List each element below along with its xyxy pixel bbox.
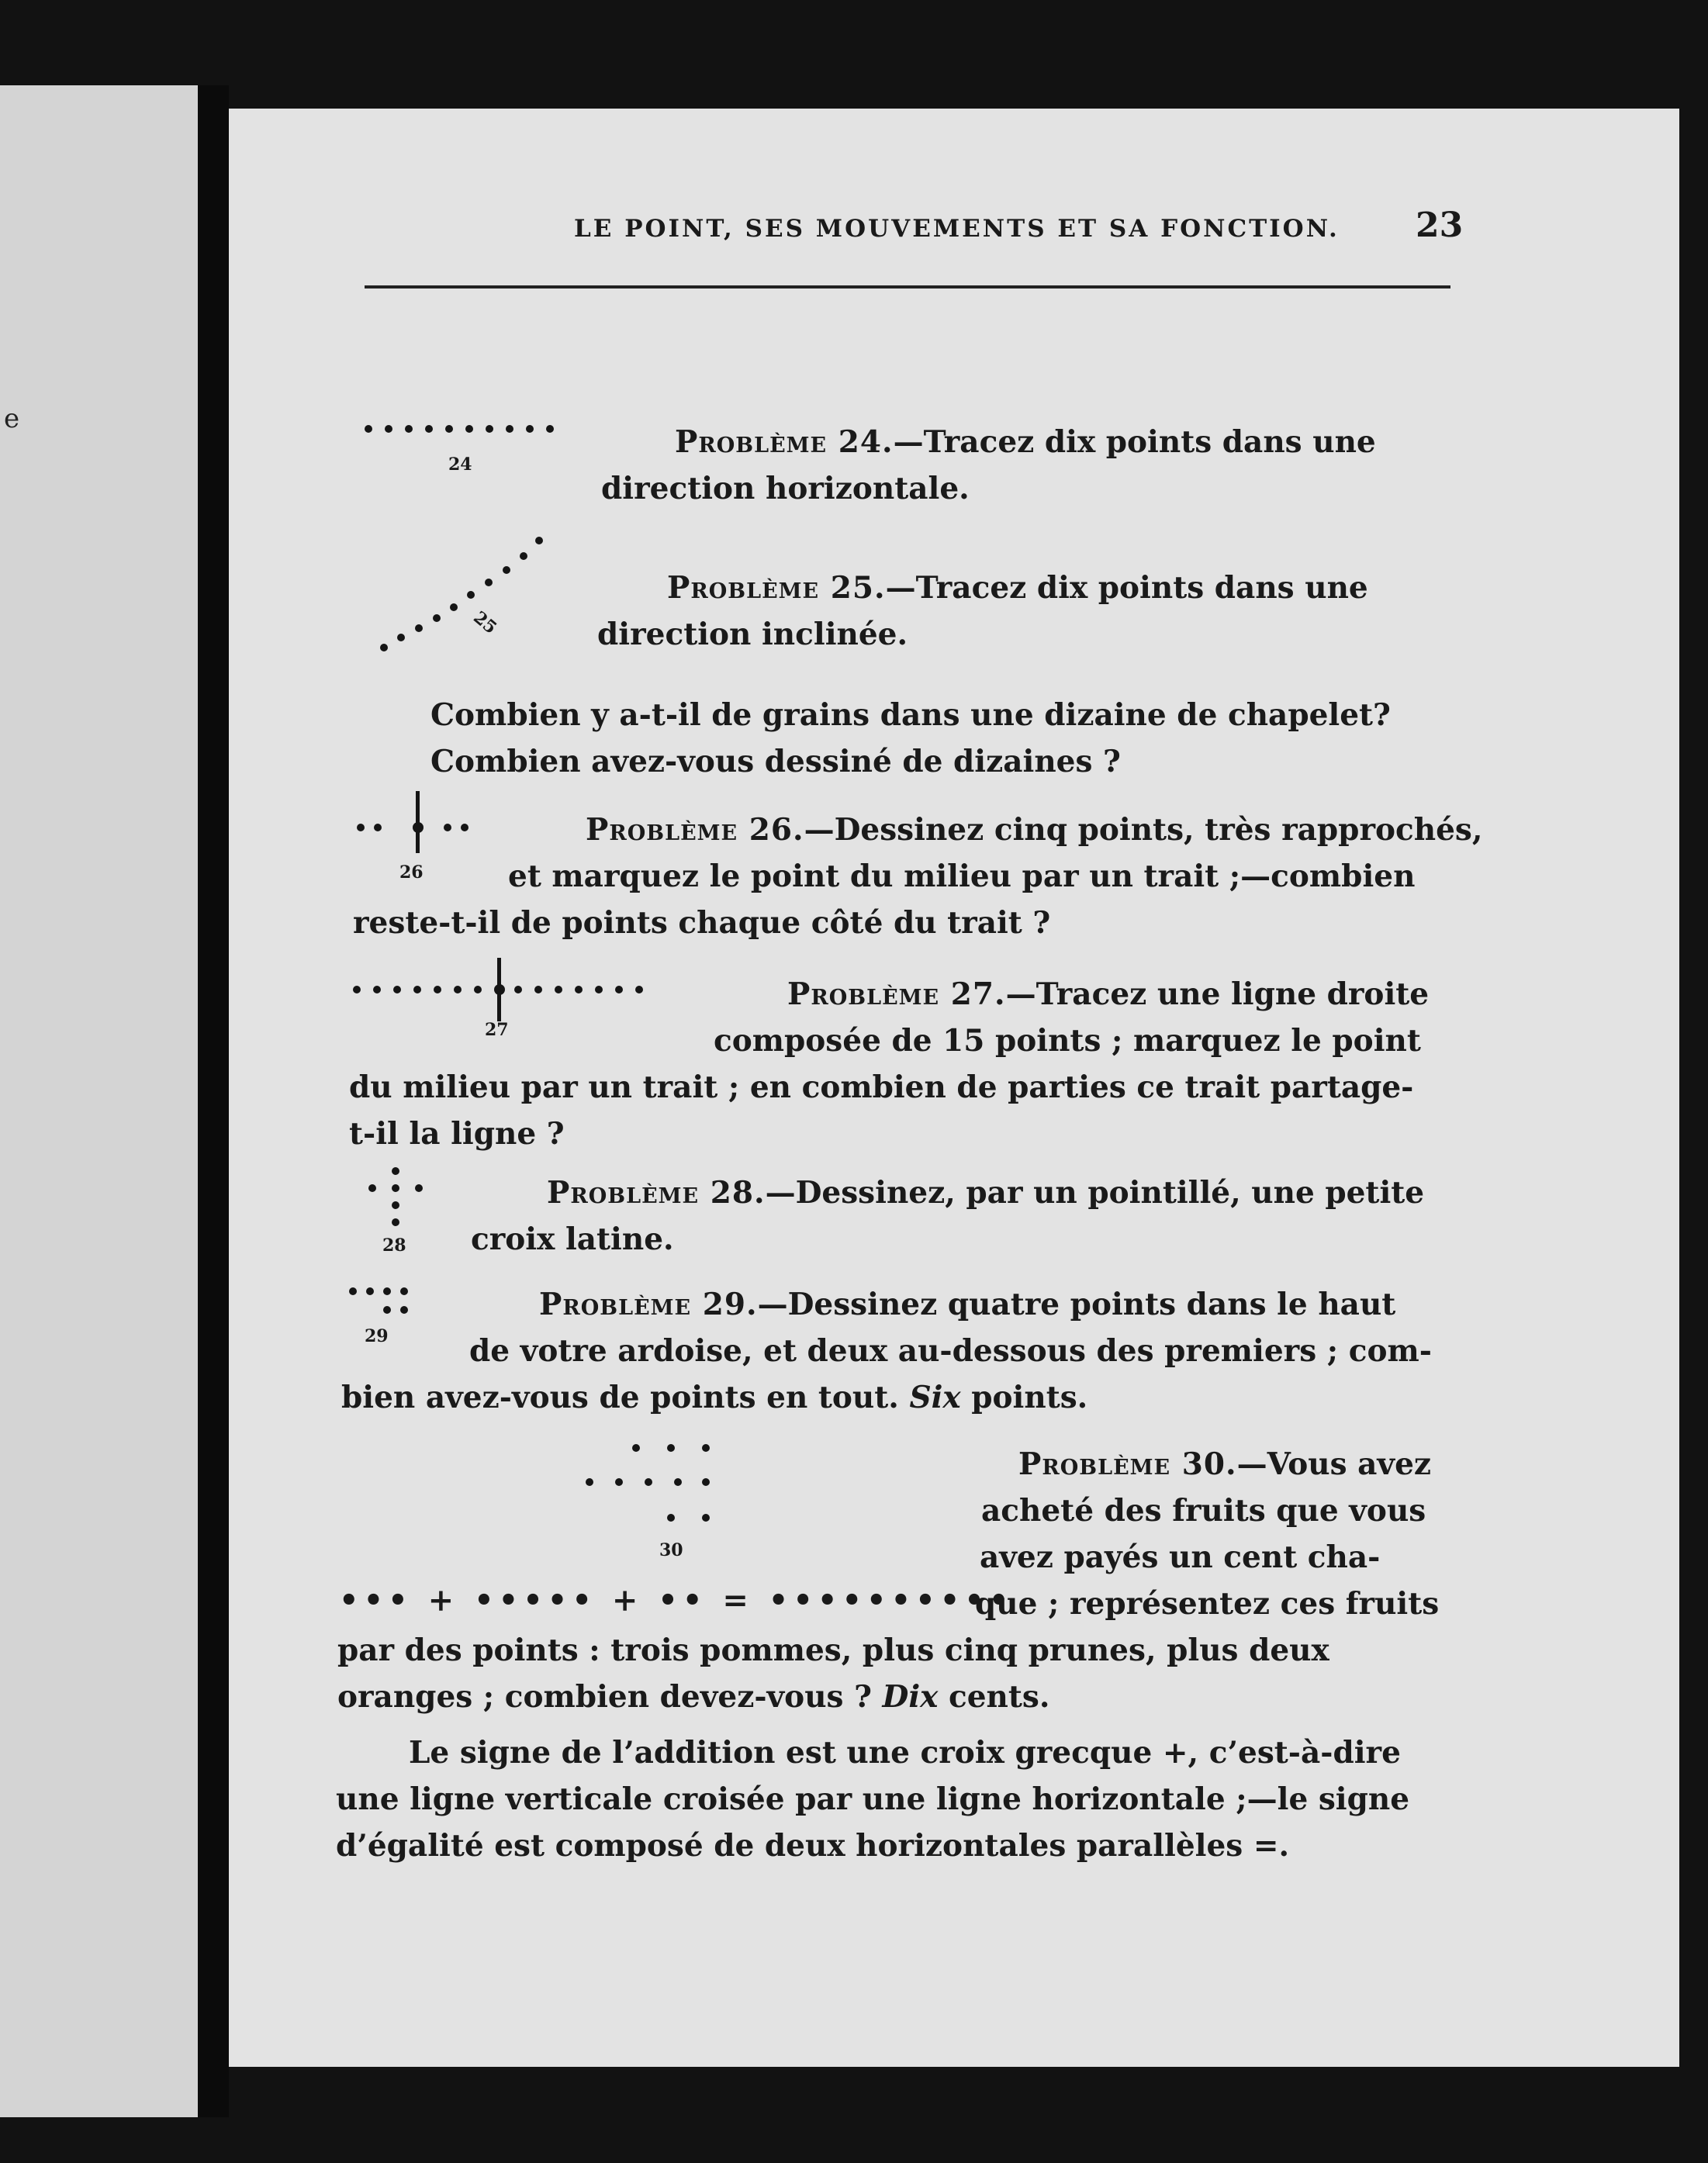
question-line-2: Combien avez-vous dessiné de dizaines ? <box>430 744 1121 779</box>
problem-answer: Six <box>909 1380 961 1415</box>
problem-text: —Dessinez quatre points dans le haut <box>757 1287 1396 1322</box>
figure-dot <box>365 425 372 433</box>
figure-dot <box>506 425 513 433</box>
figure-dot <box>349 1287 357 1295</box>
problem-27-line-3: du milieu par un trait ; en combien de parties ce trait partage- <box>349 1069 1414 1105</box>
problem-label: Problème 30. <box>1018 1446 1237 1482</box>
figure-number: 30 <box>659 1540 683 1560</box>
figure-dot <box>444 824 451 831</box>
figure-dot <box>393 986 401 993</box>
closing-line-1: Le signe de l’addition est une croix grecque +, c’est-à-dire <box>409 1735 1401 1771</box>
problem-24-line-1 <box>675 419 1376 465</box>
problem-26-line-1 <box>586 807 1482 853</box>
problem-27-line-2: composée de 15 points ; marquez le point <box>714 1023 1421 1059</box>
figure-dot <box>373 986 381 993</box>
figure-25 <box>380 527 582 659</box>
figure-dot <box>385 425 392 433</box>
problem-30-line-1 <box>1018 1441 1431 1487</box>
figure-dot <box>380 644 388 651</box>
problem-text: —Tracez une ligne droite <box>1005 976 1430 1012</box>
figure-number: 26 <box>399 862 424 883</box>
figure-dot <box>374 824 382 831</box>
problem-30-line-6 <box>337 1674 1049 1720</box>
figure-dot <box>425 425 433 433</box>
problem-25-line-1 <box>667 565 1368 611</box>
question-line-1: Combien y a-t-il de grains dans une dizaine de chapelet? <box>430 697 1391 733</box>
problem-text: —Vous avez <box>1236 1446 1432 1482</box>
figure-dot <box>400 1306 408 1314</box>
figure-dot <box>413 986 421 993</box>
figure-28 <box>368 1167 430 1260</box>
problem-label: Problème 28. <box>547 1175 766 1211</box>
figure-dot <box>514 986 522 993</box>
problem-29-line-1 <box>539 1281 1395 1328</box>
problem-26-line-2: et marquez le point du milieu par un trait ;—combien <box>508 859 1416 894</box>
figure-dot <box>357 824 365 831</box>
figure-dot <box>392 1218 399 1226</box>
problem-30-line-4: que ; représentez ces fruits <box>975 1586 1440 1622</box>
figure-30 <box>586 1444 787 1560</box>
problem-label: Problème 24. <box>675 424 894 460</box>
figure-dot <box>454 986 462 993</box>
figure-29 <box>349 1280 442 1349</box>
problem-27-line-1 <box>787 971 1429 1018</box>
figure-dot <box>702 1514 710 1522</box>
figure-number: 27 <box>485 1020 509 1040</box>
figure-dot <box>586 1478 593 1486</box>
figure-dot <box>392 1201 399 1209</box>
figure-dot <box>467 591 475 599</box>
closing-line-2: une ligne verticale croisée par une ligne horizontale ;—le signe <box>336 1781 1410 1817</box>
figure-dot <box>397 634 405 641</box>
figure-dot <box>635 986 643 993</box>
figure-dot <box>415 624 423 632</box>
figure-dot <box>486 425 493 433</box>
book-gutter <box>198 85 229 2117</box>
figure-dot <box>575 986 583 993</box>
figure-dot <box>392 1184 399 1192</box>
problem-text: —Tracez dix points dans une <box>885 570 1368 606</box>
figure-dot <box>392 1167 399 1175</box>
problem-24-line-2: direction horizontale. <box>601 471 970 506</box>
figure-number: 28 <box>382 1235 406 1256</box>
figure-dot <box>534 986 542 993</box>
problem-28-line-2: croix latine. <box>471 1221 674 1257</box>
figure-dot <box>632 1444 640 1452</box>
figure-dot <box>474 986 482 993</box>
figure-dot <box>383 1287 391 1295</box>
problem-text: oranges ; combien devez-vous ? <box>337 1679 872 1715</box>
figure-dot <box>383 1306 391 1314</box>
problem-28-line-1 <box>547 1170 1424 1216</box>
problem-25-line-2: direction inclinée. <box>597 617 908 652</box>
problem-27-line-4: t-il la ligne ? <box>349 1116 565 1152</box>
problem-text: points. <box>971 1380 1088 1415</box>
figure-dot <box>465 425 473 433</box>
problem-29-line-3 <box>341 1374 1087 1421</box>
figure-dot <box>415 1184 423 1192</box>
figure-dot <box>366 1287 374 1295</box>
problem-text: —Dessinez, par un pointillé, une petite <box>765 1175 1425 1211</box>
problem-26-line-3: reste-t-il de points chaque côté du trait ? <box>353 905 1051 941</box>
figure-dot <box>503 566 510 574</box>
closing-line-3: d’égalité est composé de deux horizontales parallèles =. <box>336 1828 1290 1864</box>
figure-dot <box>400 1287 408 1295</box>
figure-marker-stroke <box>497 958 501 1021</box>
page-content <box>229 0 1679 2163</box>
problem-30-line-2: acheté des fruits que vous <box>981 1493 1426 1529</box>
figure-marker-stroke <box>416 791 420 853</box>
header-rule <box>365 285 1450 289</box>
problem-text: —Tracez dix points dans une <box>893 424 1376 460</box>
figure-24 <box>365 425 566 479</box>
problem-30-line-5: par des points : trois pommes, plus cinq prunes, plus deux <box>337 1633 1329 1668</box>
figure-dot <box>368 1184 376 1192</box>
figure-dot <box>461 824 468 831</box>
problem-29-line-2: de votre ardoise, et deux au-dessous des premiers ; com- <box>469 1333 1432 1369</box>
figure-dot <box>485 579 493 586</box>
problem-label: Problème 27. <box>787 976 1006 1012</box>
figure-number: 24 <box>448 454 472 475</box>
figure-dot <box>433 614 441 622</box>
figure-dot <box>434 986 441 993</box>
problem-text: bien avez-vous de points en tout. <box>341 1380 899 1415</box>
figure-dot <box>535 537 543 544</box>
figure-number: 29 <box>365 1326 389 1346</box>
left-page-edge <box>0 85 203 2117</box>
figure-dot <box>555 986 562 993</box>
figure-dot <box>702 1444 710 1452</box>
problem-30-line-3: avez payés un cent cha- <box>980 1539 1381 1575</box>
figure-dot <box>645 1478 652 1486</box>
figure-dot <box>595 986 603 993</box>
figure-dot <box>615 986 623 993</box>
figure-dot <box>353 986 361 993</box>
problem-answer: Dix <box>882 1679 939 1715</box>
page-number: 23 <box>1416 206 1464 245</box>
figure-dot <box>520 552 527 560</box>
problem-label: Problème 29. <box>539 1287 758 1322</box>
figure-27 <box>353 958 686 1043</box>
figure-dot <box>615 1478 623 1486</box>
figure-dot <box>450 603 458 611</box>
figure-number: 25 <box>469 607 501 638</box>
figure-dot <box>667 1444 675 1452</box>
figure-dot <box>405 425 413 433</box>
figure-dot <box>546 425 554 433</box>
figure-dot <box>526 425 534 433</box>
problem-text: —Dessinez cinq points, très rapprochés, <box>804 812 1483 848</box>
addition-equation: ••• + ••••• + •• = •••••••••• <box>339 1582 1014 1619</box>
problem-text: cents. <box>948 1679 1050 1715</box>
left-page-fragment: e <box>4 403 20 434</box>
problem-label: Problème 26. <box>586 812 804 848</box>
figure-dot <box>667 1514 675 1522</box>
figure-26 <box>357 791 481 884</box>
running-title: LE POINT, SES MOUVEMENTS ET SA FONCTION. <box>574 215 1340 243</box>
running-header <box>229 206 1679 260</box>
figure-dot <box>674 1478 682 1486</box>
figure-dot <box>702 1478 710 1486</box>
problem-label: Problème 25. <box>667 570 886 606</box>
figure-dot <box>445 425 453 433</box>
